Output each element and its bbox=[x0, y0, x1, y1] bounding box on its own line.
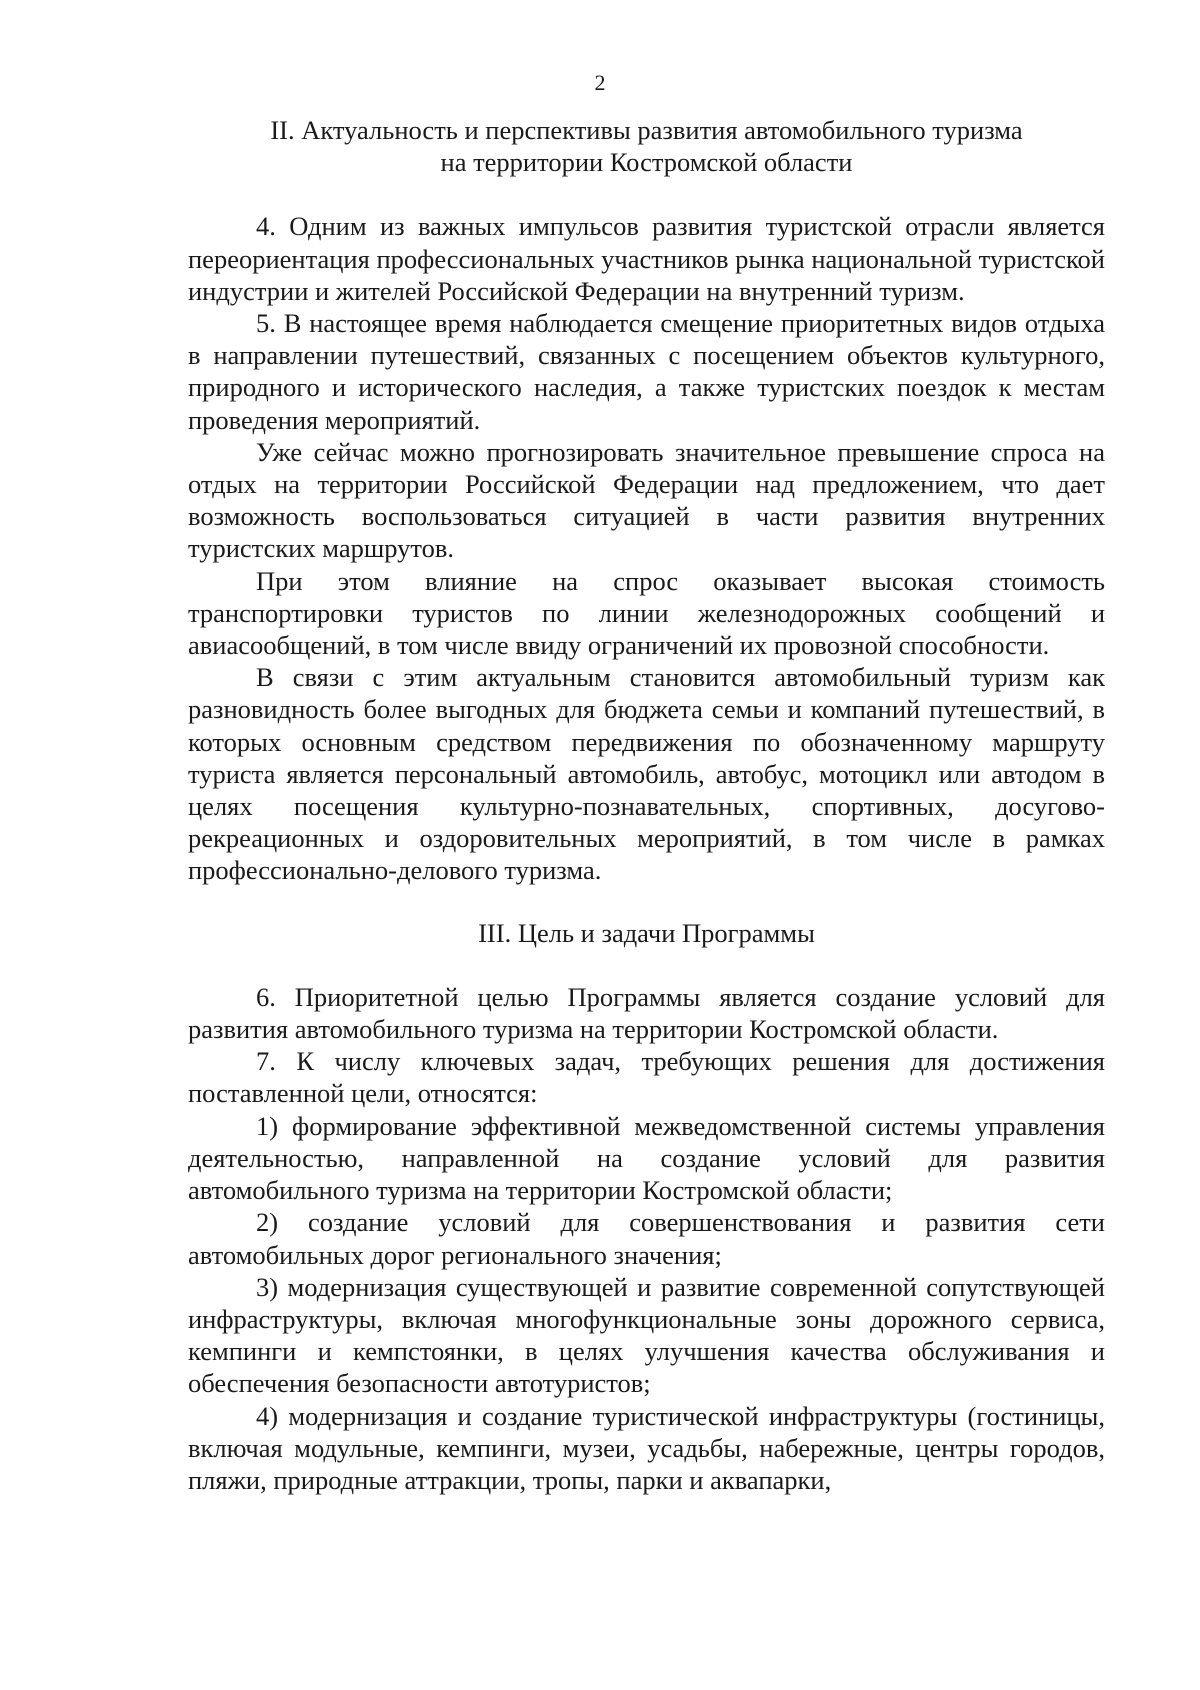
task-item-4: 4) модернизация и создание туристической инфраструктуры (гостиницы, включая модульные, кемпинги, музеи, усадьбы, набережные, центры городов, пляжи, природные аттракции, тропы, парки и аквапарки, bbox=[188, 1400, 1105, 1495]
section-2-heading-line-2: на территории Костромской области bbox=[440, 147, 853, 178]
paragraph-5: 5. В настоящее время наблюдается смещение приоритетных видов отдыха в направлении путешествий, связанных с посещением объектов культурного, природного и исторического наследия, а также туристских поездок к местам проведения мероприятий. bbox=[188, 308, 1105, 435]
paragraph-5-demand: Уже сейчас можно прогнозировать значительное превышение спроса на отдых на территории Российской Федерации над предложением, что дает возможность воспользоваться ситуацией в части развития внутренних туристских маршрутов. bbox=[188, 436, 1105, 564]
section-3-heading: III. Цель и задачи Программы bbox=[478, 917, 815, 948]
paragraph-6: 6. Приоритетной целью Программы является создание условий для развития автомобильного туризма на территории Костромской области. bbox=[188, 981, 1105, 1045]
page-number: 2 bbox=[594, 70, 606, 95]
task-item-1: 1) формирование эффективной межведомственной системы управления деятельностью, направленной на создание условий для развития автомобильного туризма на территории Костромской области; bbox=[188, 1110, 1105, 1206]
document-body bbox=[188, 114, 1105, 1496]
paragraph-5-auto-tourism: В связи с этим актуальным становится автомобильный туризм как разновидность более выгодных для бюджета семьи и компаний путешествий, в которых основным средством передвижения по обозначенному маршруту туриста является персональный автомобиль, автобус, мотоцикл или автодом в целях посещения культурно-познавательных, спортивных, досугово-рекреационных и оздоровительных мероприятий, в том числе в рамках профессионально-делового туризма. bbox=[188, 662, 1105, 886]
task-item-3: 3) модернизация существующей и развитие современной сопутствующей инфраструктуры, включая многофункциональные зоны дорожного сервиса, кемпинги и кемпстоянки, в целях улучшения качества обслуживания и обеспечения безопасности автотуристов; bbox=[188, 1271, 1105, 1399]
section-2-heading-line-1: II. Актуальность и перспективы развития автомобильного туризма bbox=[270, 115, 1023, 145]
task-item-2: 2) создание условий для совершенствования и развития сети автомобильных дорог регионального значения; bbox=[188, 1207, 1105, 1270]
paragraph-7: 7. К числу ключевых задач, требующих решения для достижения поставленной цели, относятся: bbox=[188, 1046, 1105, 1109]
paragraph-5-transport: При этом влияние на спрос оказывает высокая стоимость транспортировки туристов по линии железнодорожных сообщений и авиасообщений, в том числе ввиду ограничений их провозной способности. bbox=[188, 565, 1105, 661]
section-2-heading bbox=[188, 114, 1105, 178]
paragraph-4: 4. Одним из важных импульсов развития туристской отрасли является переориентация профессиональных участников рынка национальной туристской индустрии и жителей Российской Федерации на внутренний туризм. bbox=[188, 211, 1105, 306]
